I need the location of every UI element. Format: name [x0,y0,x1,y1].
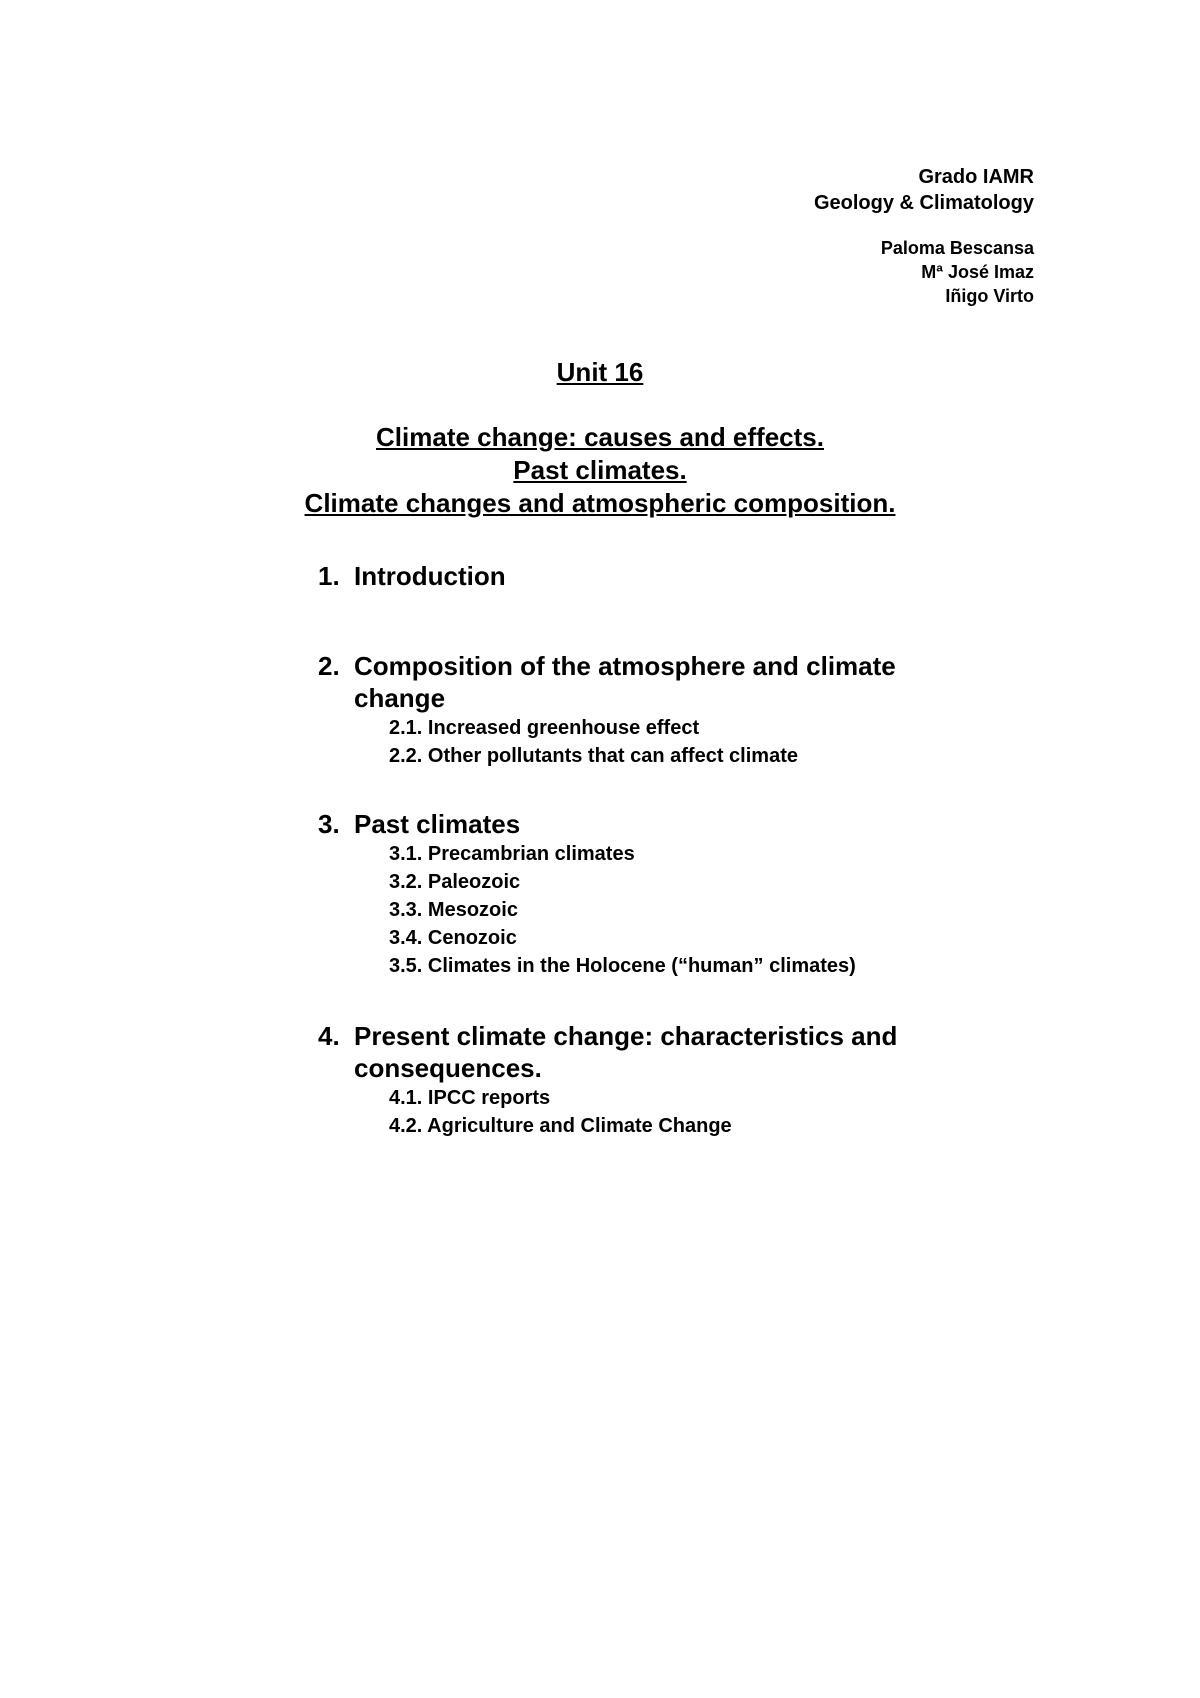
section-number: 4. [318,1021,340,1051]
section-number: 2. [318,651,340,681]
subsection-item: 3.2. Paleozoic [389,871,521,893]
section-title: Composition of the atmosphere and climate change [354,651,896,713]
subsection-item: 4.2. Agriculture and Climate Change [389,1115,732,1137]
author-name: Iñigo Virto [945,286,1034,306]
subsection-item: 3.4. Cenozoic [389,927,517,949]
subsection-item: 4.1. IPCC reports [389,1087,551,1109]
subsection-item: 3.3. Mesozoic [389,899,518,921]
subsection-item: 2.1. Increased greenhouse effect [389,717,700,739]
subtitle-line: Climate change: causes and effects. [376,422,824,452]
subtitle-line: Climate changes and atmospheric composition. [304,488,896,518]
subsection-item: 2.2. Other pollutants that can affect climate [389,745,798,767]
toc-section-4 [318,1020,958,1140]
subsection-item: 3.1. Precambrian climates [389,843,635,865]
title-block [0,355,1200,520]
subsection-list [354,1084,958,1140]
author-name: Paloma Bescansa [880,238,1034,258]
course-name: Geology & Climatology [813,192,1034,214]
subsection-item: 3.5. Climates in the Holocene (“human” climates) [389,955,856,977]
toc-section-1 [318,560,958,592]
subsection-list [354,714,958,770]
toc-section-2 [318,650,958,770]
author-name: Mª José Imaz [921,262,1034,282]
document-header [814,164,1034,308]
unit-title: Unit 16 [556,357,644,387]
section-number: 3. [318,809,340,839]
section-number: 1. [318,561,340,591]
institution-name: Grado IAMR [918,166,1034,188]
subtitle-block [0,421,1200,520]
toc-section-3 [318,808,958,980]
subsection-list [354,840,958,980]
section-title: Introduction [354,561,506,591]
section-title: Present climate change: characteristics and consequences. [354,1021,898,1083]
table-of-contents [318,560,958,1140]
author-list [814,236,1034,308]
subtitle-line: Past climates. [513,455,687,485]
section-title: Past climates [354,809,521,839]
